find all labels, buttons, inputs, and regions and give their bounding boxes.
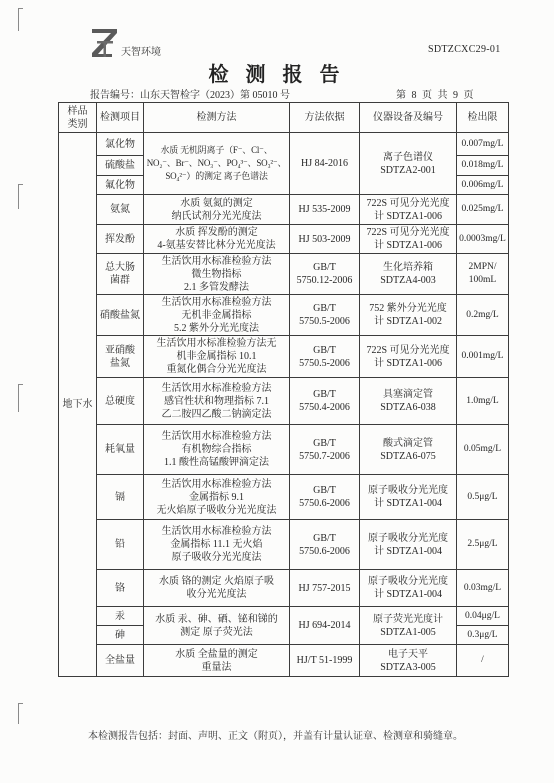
instrument-cell: 酸式滴定管 SDTZA6-075 [360, 425, 457, 475]
item-cell: 挥发酚 [97, 225, 144, 254]
instrument-cell: 离子色谱仪 SDTZA2-001 [360, 133, 457, 195]
table-row [59, 475, 509, 520]
method-cell: 生活饮用水标准检验方法 金属指标 9.1 无火焰原子吸收分光光度法 [144, 475, 290, 520]
limit-cell: 0.025mg/L [457, 195, 509, 225]
item-cell: 氨氮 [97, 195, 144, 225]
table-row [59, 520, 509, 570]
column-header-instrument: 仪器设备及编号 [360, 103, 457, 133]
limit-cell: 0.0003mg/L [457, 225, 509, 254]
item-cell: 亚硝酸 盐氮 [97, 336, 144, 378]
basis-cell: HJ 757-2015 [290, 570, 360, 607]
instrument-cell: 具塞滴定管 SDTZA6-038 [360, 378, 457, 425]
column-header-basis: 方法依据 [290, 103, 360, 133]
column-header-limit: 检出限 [457, 103, 509, 133]
basis-cell: GB/T 5750.12-2006 [290, 254, 360, 295]
instrument-cell: 原子吸收分光光度 计 SDTZA1-004 [360, 520, 457, 570]
basis-cell: GB/T 5750.5-2006 [290, 295, 360, 336]
instrument-cell: 原子吸收分光光度 计 SDTZA1-004 [360, 475, 457, 520]
table-row [59, 336, 509, 378]
table-row [59, 645, 509, 677]
company-logo [90, 26, 120, 59]
basis-cell: HJ 84-2016 [290, 133, 360, 195]
limit-cell: / [457, 645, 509, 677]
method-cell: 生活饮用水标准检验方法 金属指标 11.1 无火焰 原子吸收分光光度法 [144, 520, 290, 570]
method-cell: 生活饮用水标准检验方法 感官性状和物理指标 7.1 乙二胺四乙酸二钠滴定法 [144, 378, 290, 425]
instrument-cell: 原子荧光光度计 SDTZA1-005 [360, 607, 457, 645]
item-cell: 汞 [97, 607, 144, 626]
instrument-cell: 722S 可见分光光度 计 SDTZA1-006 [360, 195, 457, 225]
report-table [58, 102, 509, 677]
limit-cell: 0.006mg/L [457, 176, 509, 195]
page-title: 检 测 报 告 [208, 64, 346, 86]
report-number: 报告编号：山东天智检字（2023）第 05010 号 [90, 90, 290, 101]
table-row [59, 295, 509, 336]
basis-cell: HJ/T 51-1999 [290, 645, 360, 677]
limit-cell: 0.001mg/L [457, 336, 509, 378]
method-cell: 水质 氨氮的测定 纳氏试剂分光光度法 [144, 195, 290, 225]
instrument-cell: 电子天平 SDTZA3-005 [360, 645, 457, 677]
table-row [59, 607, 509, 626]
item-cell: 氟化物 [97, 176, 144, 195]
limit-cell: 0.2mg/L [457, 295, 509, 336]
instrument-cell: 722S 可见分光光度 计 SDTZA1-006 [360, 225, 457, 254]
binding-mark [18, 184, 23, 209]
item-cell: 硝酸盐氮 [97, 295, 144, 336]
method-cell: 生活饮用水标准检验方法无 机非金属指标 10.1 重氮化偶合分光光度法 [144, 336, 290, 378]
item-cell: 耗氧量 [97, 425, 144, 475]
method-cell: 生活饮用水标准检验方法 微生物指标 2.1 多管发酵法 [144, 254, 290, 295]
limit-cell: 0.05mg/L [457, 425, 509, 475]
instrument-cell: 生化培养箱 SDTZA4-003 [360, 254, 457, 295]
basis-cell: HJ 503-2009 [290, 225, 360, 254]
item-cell: 砷 [97, 626, 144, 645]
table-header-row [59, 103, 509, 133]
item-cell: 镉 [97, 475, 144, 520]
limit-cell: 0.018mg/L [457, 156, 509, 176]
column-header-method: 检测方法 [144, 103, 290, 133]
binding-mark [18, 384, 23, 412]
method-cell: 水质 挥发酚的测定 4-氨基安替比林分光光度法 [144, 225, 290, 254]
table-row [59, 378, 509, 425]
limit-cell: 0.3μg/L [457, 626, 509, 645]
basis-cell: HJ 694-2014 [290, 607, 360, 645]
instrument-cell: 752 紫外分光光度 计 SDTZA1-002 [360, 295, 457, 336]
limit-cell: 0.007mg/L [457, 133, 509, 156]
sample-category-cell: 地下水 [59, 133, 97, 677]
method-cell: 生活饮用水标准检验方法 无机非金属指标 5.2 紫外分光光度法 [144, 295, 290, 336]
basis-cell: HJ 535-2009 [290, 195, 360, 225]
table-row [59, 195, 509, 225]
item-cell: 总硬度 [97, 378, 144, 425]
column-header-item: 检测项目 [97, 103, 144, 133]
footer-note: 本检测报告包括：封面、声明、正文（附页），并盖有计量认证章、检测章和骑缝章。 [88, 731, 463, 742]
binding-mark [18, 703, 23, 724]
document-code: SDTZCXC29-01 [428, 44, 501, 55]
binding-mark [18, 8, 23, 31]
method-cell: 水质 铬的测定 火焰原子吸 收分光光度法 [144, 570, 290, 607]
method-cell: 水质 无机阴离子（F⁻、Cl⁻、 NO₂⁻、Br⁻、NO₃⁻、PO₄³⁻、SO₃²⁻、 SO₄²⁻）的测定 离子色谱法 [144, 133, 290, 195]
table-row [59, 133, 509, 156]
limit-cell: 2MPN/ 100mL [457, 254, 509, 295]
basis-cell: GB/T 5750.6-2006 [290, 475, 360, 520]
method-cell: 水质 全盐量的测定 重量法 [144, 645, 290, 677]
instrument-cell: 722S 可见分光光度 计 SDTZA1-006 [360, 336, 457, 378]
company-name: 天智环境 [121, 47, 161, 58]
page-indicator: 第 8 页 共 9 页 [396, 90, 474, 101]
limit-cell: 0.03mg/L [457, 570, 509, 607]
table-row [59, 254, 509, 295]
method-cell: 生活饮用水标准检验方法 有机物综合指标 1.1 酸性高锰酸钾滴定法 [144, 425, 290, 475]
table-row [59, 570, 509, 607]
basis-cell: GB/T 5750.7-2006 [290, 425, 360, 475]
limit-cell: 0.04μg/L [457, 607, 509, 626]
limit-cell: 0.5μg/L [457, 475, 509, 520]
item-cell: 铬 [97, 570, 144, 607]
limit-cell: 1.0mg/L [457, 378, 509, 425]
basis-cell: GB/T 5750.4-2006 [290, 378, 360, 425]
column-header-sample-category: 样品 类别 [59, 103, 97, 133]
item-cell: 硫酸盐 [97, 156, 144, 176]
instrument-cell: 原子吸收分光光度 计 SDTZA1-004 [360, 570, 457, 607]
item-cell: 全盐量 [97, 645, 144, 677]
table-row [59, 225, 509, 254]
item-cell: 氯化物 [97, 133, 144, 156]
table-row [59, 425, 509, 475]
basis-cell: GB/T 5750.5-2006 [290, 336, 360, 378]
item-cell: 铅 [97, 520, 144, 570]
basis-cell: GB/T 5750.6-2006 [290, 520, 360, 570]
method-cell: 水质 汞、砷、硒、铋和锑的 测定 原子荧光法 [144, 607, 290, 645]
item-cell: 总大肠 菌群 [97, 254, 144, 295]
limit-cell: 2.5μg/L [457, 520, 509, 570]
